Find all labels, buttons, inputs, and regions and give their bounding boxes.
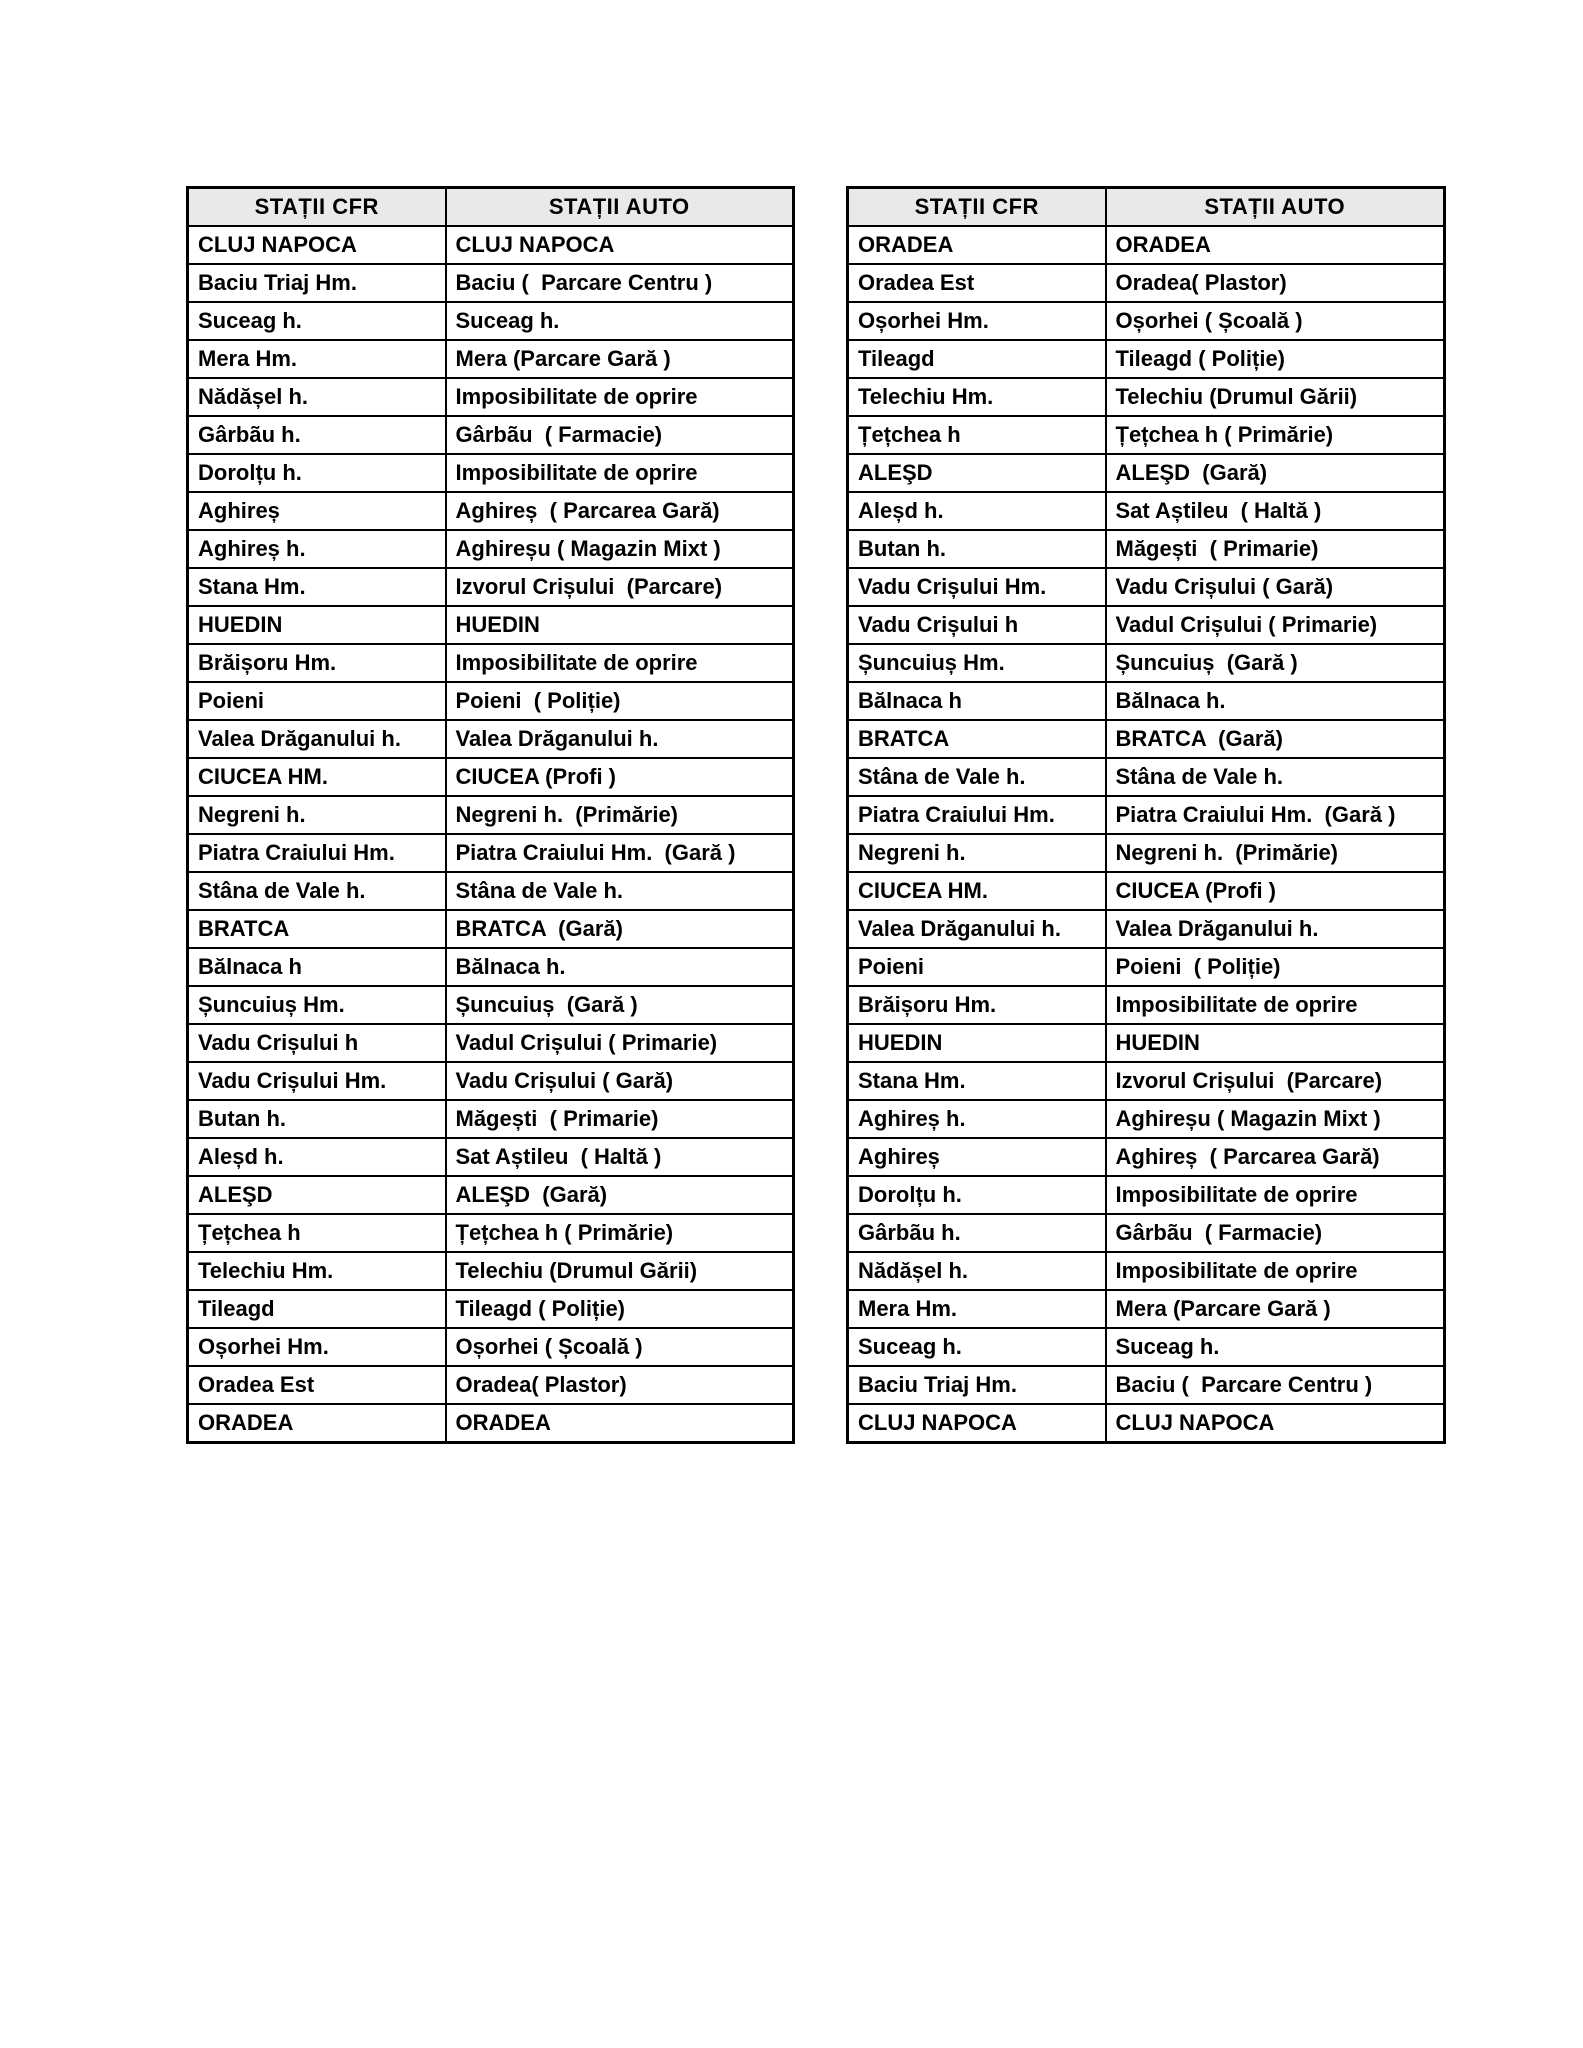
cell-statie-auto: Vadu Crișului ( Gară) [1106,568,1445,606]
cell-statie-auto: Imposibilitate de oprire [1106,1252,1445,1290]
cell-statie-auto: Valea Drăganului h. [446,720,794,758]
cell-statie-auto: CLUJ NAPOCA [1106,1404,1445,1443]
table-row [848,302,1445,340]
cell-statie-cfr: Stana Hm. [188,568,446,606]
table-row [848,454,1445,492]
cell-statie-cfr: Vadu Crișului Hm. [188,1062,446,1100]
cell-statie-auto: Valea Drăganului h. [1106,910,1445,948]
cell-statie-auto: Poieni ( Poliție) [1106,948,1445,986]
cell-statie-auto: Bălnaca h. [446,948,794,986]
table-row [188,416,794,454]
table-row [188,530,794,568]
table-row [848,1176,1445,1214]
table-row [188,1062,794,1100]
cell-statie-auto: Oradea( Plastor) [1106,264,1445,302]
header-row [188,188,794,227]
cell-statie-cfr: Șuncuiuș Hm. [848,644,1106,682]
table-row [848,986,1445,1024]
table-row [848,416,1445,454]
table-row [188,492,794,530]
cell-statie-cfr: HUEDIN [188,606,446,644]
cell-statie-cfr: Baciu Triaj Hm. [188,264,446,302]
station-table-oradea-cluj [846,186,1446,1444]
cell-statie-auto: Șuncuiuș (Gară ) [1106,644,1445,682]
table-row [848,530,1445,568]
cell-statie-auto: Măgești ( Primarie) [446,1100,794,1138]
cell-statie-auto: Sat Aștileu ( Haltă ) [446,1138,794,1176]
cell-statie-cfr: CLUJ NAPOCA [848,1404,1106,1443]
cell-statie-cfr: Oradea Est [848,264,1106,302]
cell-statie-auto: Vadu Crișului ( Gară) [446,1062,794,1100]
cell-statie-auto: Gârbãu ( Farmacie) [446,416,794,454]
cell-statie-cfr: Bălnaca h [848,682,1106,720]
table-row [188,986,794,1024]
cell-statie-cfr: Aghireș [188,492,446,530]
cell-statie-cfr: Vadu Crișului h [848,606,1106,644]
cell-statie-cfr: Mera Hm. [848,1290,1106,1328]
table-row [848,910,1445,948]
cell-statie-auto: Imposibilitate de oprire [1106,1176,1445,1214]
cell-statie-cfr: Bălnaca h [188,948,446,986]
cell-statie-cfr: ORADEA [848,226,1106,264]
table-row [188,1404,794,1443]
cell-statie-auto: Baciu ( Parcare Centru ) [446,264,794,302]
cell-statie-auto: Oșorhei ( Școală ) [1106,302,1445,340]
cell-statie-auto: Piatra Craiului Hm. (Gară ) [446,834,794,872]
cell-statie-cfr: Oradea Est [188,1366,446,1404]
table-row [848,340,1445,378]
table-header [848,188,1445,227]
table-row [848,1290,1445,1328]
cell-statie-auto: Vadul Crișului ( Primarie) [446,1024,794,1062]
cell-statie-auto: CIUCEA (Profi ) [446,758,794,796]
cell-statie-auto: Vadul Crișului ( Primarie) [1106,606,1445,644]
cell-statie-auto: ALEŞD (Gară) [446,1176,794,1214]
table-row [188,1252,794,1290]
cell-statie-auto: Piatra Craiului Hm. (Gară ) [1106,796,1445,834]
cell-statie-cfr: Dorolțu h. [188,454,446,492]
cell-statie-cfr: Negreni h. [188,796,446,834]
table-row [188,1138,794,1176]
cell-statie-cfr: CIUCEA HM. [188,758,446,796]
cell-statie-auto: Șuncuiuș (Gară ) [446,986,794,1024]
table-row [188,1328,794,1366]
cell-statie-auto: HUEDIN [1106,1024,1445,1062]
table-row [848,378,1445,416]
table-row [848,872,1445,910]
cell-statie-cfr: ALEŞD [848,454,1106,492]
cell-statie-auto: Oșorhei ( Școală ) [446,1328,794,1366]
cell-statie-auto: Țețchea h ( Primărie) [1106,416,1445,454]
table-row [188,796,794,834]
table-row [188,758,794,796]
table-row [188,378,794,416]
cell-statie-auto: Suceag h. [446,302,794,340]
cell-statie-auto: Baciu ( Parcare Centru ) [1106,1366,1445,1404]
cell-statie-cfr: Baciu Triaj Hm. [848,1366,1106,1404]
table-row [848,264,1445,302]
cell-statie-cfr: Vadu Crișului Hm. [848,568,1106,606]
cell-statie-cfr: Șuncuiuș Hm. [188,986,446,1024]
cell-statie-cfr: Brăișoru Hm. [848,986,1106,1024]
table-row [848,1328,1445,1366]
table-row [188,834,794,872]
cell-statie-auto: Poieni ( Poliție) [446,682,794,720]
cell-statie-cfr: Țețchea h [848,416,1106,454]
table-row [188,720,794,758]
cell-statie-cfr: Stâna de Vale h. [188,872,446,910]
cell-statie-auto: Izvorul Crișului (Parcare) [446,568,794,606]
cell-statie-auto: Tileagd ( Poliție) [446,1290,794,1328]
cell-statie-auto: Bălnaca h. [1106,682,1445,720]
cell-statie-auto: Stâna de Vale h. [446,872,794,910]
cell-statie-auto: Izvorul Crișului (Parcare) [1106,1062,1445,1100]
table-row [848,644,1445,682]
cell-statie-cfr: Gârbãu h. [848,1214,1106,1252]
cell-statie-cfr: Piatra Craiului Hm. [188,834,446,872]
cell-statie-auto: Mera (Parcare Gară ) [1106,1290,1445,1328]
cell-statie-cfr: BRATCA [188,910,446,948]
table-row [848,682,1445,720]
table-row [188,606,794,644]
cell-statie-cfr: Nădășel h. [188,378,446,416]
table-row [848,226,1445,264]
table-row [848,1366,1445,1404]
cell-statie-cfr: Suceag h. [188,302,446,340]
table-row [848,796,1445,834]
table-row [848,606,1445,644]
table-row [848,758,1445,796]
table-row [188,682,794,720]
cell-statie-auto: Gârbãu ( Farmacie) [1106,1214,1445,1252]
cell-statie-cfr: Aghireș h. [848,1100,1106,1138]
cell-statie-auto: Suceag h. [1106,1328,1445,1366]
cell-statie-cfr: HUEDIN [848,1024,1106,1062]
cell-statie-cfr: Stâna de Vale h. [848,758,1106,796]
cell-statie-cfr: Oșorhei Hm. [848,302,1106,340]
cell-statie-cfr: Piatra Craiului Hm. [848,796,1106,834]
cell-statie-cfr: Oșorhei Hm. [188,1328,446,1366]
table-row [188,226,794,264]
header-statii-auto: STAȚII AUTO [1106,188,1445,227]
cell-statie-auto: BRATCA (Gară) [1106,720,1445,758]
cell-statie-cfr: Valea Drăganului h. [848,910,1106,948]
cell-statie-auto: Aghireșu ( Magazin Mixt ) [1106,1100,1445,1138]
cell-statie-cfr: Nădășel h. [848,1252,1106,1290]
cell-statie-auto: Oradea( Plastor) [446,1366,794,1404]
header-row [848,188,1445,227]
table-row [188,1366,794,1404]
cell-statie-cfr: Poieni [188,682,446,720]
header-statii-cfr: STAȚII CFR [848,188,1106,227]
table-row [848,568,1445,606]
cell-statie-auto: Imposibilitate de oprire [446,378,794,416]
table-row [188,872,794,910]
table-row [188,1024,794,1062]
cell-statie-auto: Aghireș ( Parcarea Gară) [1106,1138,1445,1176]
table-row [848,492,1445,530]
cell-statie-cfr: Dorolțu h. [848,1176,1106,1214]
table-row [188,454,794,492]
cell-statie-cfr: Valea Drăganului h. [188,720,446,758]
cell-statie-cfr: Butan h. [848,530,1106,568]
table-row [848,1404,1445,1443]
cell-statie-cfr: Aghireș [848,1138,1106,1176]
cell-statie-cfr: Vadu Crișului h [188,1024,446,1062]
cell-statie-cfr: Telechiu Hm. [848,378,1106,416]
table-row [848,1062,1445,1100]
cell-statie-auto: Negreni h. (Primărie) [1106,834,1445,872]
cell-statie-auto: Măgești ( Primarie) [1106,530,1445,568]
table-row [848,1100,1445,1138]
cell-statie-auto: Imposibilitate de oprire [446,644,794,682]
table-row [188,644,794,682]
table-row [848,834,1445,872]
cell-statie-cfr: Poieni [848,948,1106,986]
table-row [848,720,1445,758]
station-table-cluj-oradea [186,186,795,1444]
cell-statie-auto: Negreni h. (Primărie) [446,796,794,834]
cell-statie-cfr: Suceag h. [848,1328,1106,1366]
table-row [848,1024,1445,1062]
cell-statie-auto: CIUCEA (Profi ) [1106,872,1445,910]
cell-statie-auto: BRATCA (Gară) [446,910,794,948]
table-row [188,302,794,340]
cell-statie-cfr: Aleșd h. [848,492,1106,530]
table-header [188,188,794,227]
cell-statie-cfr: Gârbãu h. [188,416,446,454]
table-row [848,1138,1445,1176]
table-row [848,1214,1445,1252]
cell-statie-cfr: Negreni h. [848,834,1106,872]
cell-statie-auto: HUEDIN [446,606,794,644]
table-row [188,948,794,986]
cell-statie-cfr: Mera Hm. [188,340,446,378]
cell-statie-cfr: Tileagd [848,340,1106,378]
cell-statie-cfr: Tileagd [188,1290,446,1328]
cell-statie-cfr: Aleșd h. [188,1138,446,1176]
cell-statie-auto: Imposibilitate de oprire [1106,986,1445,1024]
table-row [188,340,794,378]
cell-statie-cfr: CIUCEA HM. [848,872,1106,910]
cell-statie-auto: CLUJ NAPOCA [446,226,794,264]
cell-statie-cfr: Stana Hm. [848,1062,1106,1100]
table-body [848,226,1445,1443]
table-row [188,568,794,606]
table-row [188,910,794,948]
cell-statie-auto: Aghireș ( Parcarea Gară) [446,492,794,530]
cell-statie-auto: Imposibilitate de oprire [446,454,794,492]
cell-statie-cfr: ORADEA [188,1404,446,1443]
cell-statie-auto: Telechiu (Drumul Gării) [1106,378,1445,416]
table-row [188,264,794,302]
cell-statie-auto: Mera (Parcare Gară ) [446,340,794,378]
cell-statie-cfr: Țețchea h [188,1214,446,1252]
table-body [188,226,794,1443]
header-statii-cfr: STAȚII CFR [188,188,446,227]
cell-statie-auto: Țețchea h ( Primărie) [446,1214,794,1252]
cell-statie-auto: Telechiu (Drumul Gării) [446,1252,794,1290]
table-row [848,1252,1445,1290]
header-statii-auto: STAȚII AUTO [446,188,794,227]
cell-statie-auto: Aghireșu ( Magazin Mixt ) [446,530,794,568]
cell-statie-cfr: BRATCA [848,720,1106,758]
cell-statie-auto: ORADEA [1106,226,1445,264]
cell-statie-auto: Tileagd ( Poliție) [1106,340,1445,378]
cell-statie-cfr: Butan h. [188,1100,446,1138]
cell-statie-auto: ORADEA [446,1404,794,1443]
table-row [188,1100,794,1138]
table-row [188,1214,794,1252]
table-row [848,948,1445,986]
cell-statie-cfr: Aghireș h. [188,530,446,568]
cell-statie-cfr: Brăișoru Hm. [188,644,446,682]
cell-statie-auto: Sat Aștileu ( Haltă ) [1106,492,1445,530]
cell-statie-auto: ALEŞD (Gară) [1106,454,1445,492]
cell-statie-cfr: Telechiu Hm. [188,1252,446,1290]
table-row [188,1176,794,1214]
table-row [188,1290,794,1328]
cell-statie-cfr: CLUJ NAPOCA [188,226,446,264]
cell-statie-auto: Stâna de Vale h. [1106,758,1445,796]
cell-statie-cfr: ALEŞD [188,1176,446,1214]
